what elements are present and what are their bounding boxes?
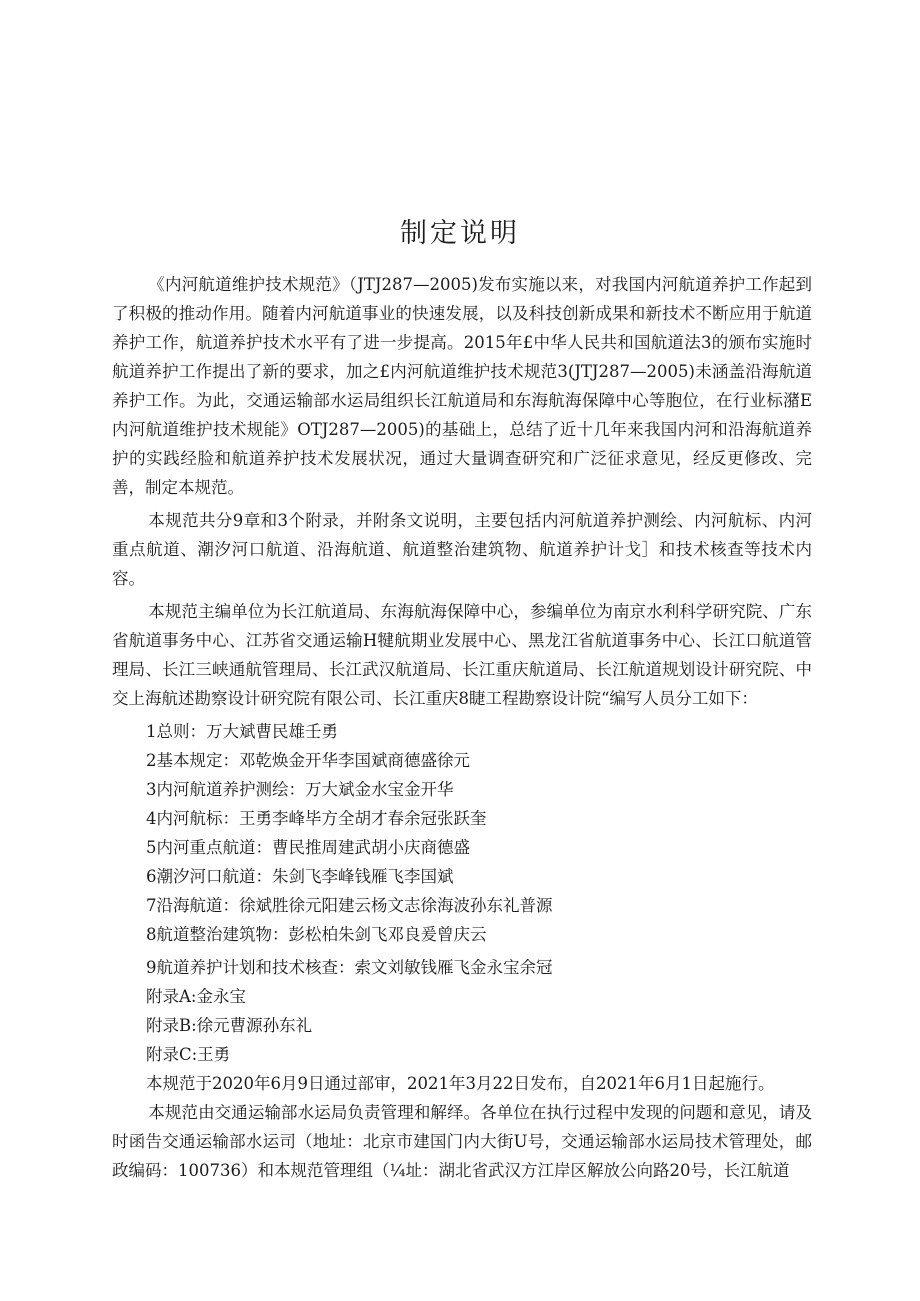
document-body xyxy=(112,270,812,1189)
page-title: 制定说明 xyxy=(400,218,520,249)
dates-line: 本规范于2020年6月9日通过部审，2021年3月22日发布，自2021年6月1日起施行。 xyxy=(146,1074,775,1093)
paragraph-intro: 《内河航道维护技术规范》（JTJ287—2005)发布实施以来，对我国内河航道养护工作起到了积极的推动作用。随着内河航道事业的快速发展，以及科技创新成果和新技术不断应用于航道养护工作，航道养护技术水平有了进一步提高。2015年£中华人民共和国航道法3的颁布实施时航道养护工作提出了新的要求，加之£内河航道维护技术规范3(JTJ287—2005)未涵盖沿海航道养护工作。为此，交通运输部水运局组织长江航道局和东海航海保障中心等胞位，在行业标潴E内河航道维护技术规能》OTJ287—2005)的基础上，总结了近十几年来我国内河和沿海航道养护的实践经脸和航道养护技术发展状况，通过大量调查研究和广泛征求意见，经反更修改、完善，制定本规范。 xyxy=(112,275,812,497)
appendix-line: 附录A:金永宝 xyxy=(146,987,246,1006)
assignment-line: 8航道整治建筑物：彭松柏朱剑飞邓良爰曾庆云 xyxy=(146,925,487,944)
appendix-line: 附录C:王勇 xyxy=(146,1045,231,1064)
assignment-line: 2基本规定：邓乾焕金开华李国斌商德盛徐元 xyxy=(146,751,470,770)
paragraph-units: 本规范主编单位为长江航道局、东海航海保障中心，参编单位为南京水利科学研究院、广东省航道事务中心、江苏省交通运输H犍航期业发展中心、黑龙江省航道事务中心、长江口航道管理局、长江三峡通航管理局、长江武汉航道局、长江重庆航道局、长江航道规划设计研究院、中交上海航述勘察设计研究院有限公司、长江重庆8睫工程勘察设计院“编写人员分工如下： xyxy=(112,602,812,708)
paragraph-closing: 本规范由交通运输部水运局负责管理和解绎。各单位在执行过程中发现的问题和意见，请及时函告交通运输部水运司（地址：北京市建国门内大街U号，交通运输部水运局技术管理处，邮政编码：100736）和本规范管理组（¼址：湖北省武汉方江岸区解放公向路20号，长江航道 xyxy=(112,1103,812,1180)
assignment-line: 3内河航道养护测绘：万大斌金水宝金开华 xyxy=(146,780,454,799)
appendix-line: 附录B:徐元曹源孙东礼 xyxy=(146,1016,313,1035)
assignment-line: 4内河航标：王勇李峰毕方全胡才春余冠张跃奎 xyxy=(146,809,487,828)
assignment-line: 6潮汐河口航道：朱剑飞李峰钱雁飞李国斌 xyxy=(146,867,454,886)
assignment-line: 5内河重点航道：曹民推周建武胡小庆商德盛 xyxy=(146,838,470,857)
assignment-line: 1总则：万大斌曹民雄壬勇 xyxy=(146,722,338,741)
assignment-line: 9航道养护计划和技术核查：索文刘敏钱雁飞金永宝余冠 xyxy=(146,958,553,977)
assignment-line: 7沿海航道：徐斌胜徐元阳建云杨文志徐海波孙东礼普源 xyxy=(146,896,553,915)
paragraph-scope: 本规范共分9章和3个附录，并附条文说明，主要包括内河航道养护测绘、内河航标、内河重点航道、潮汐河口航道、沿海航道、航道整治建筑物、航道养护计戈］和技术核查等技术内容。 xyxy=(112,511,812,588)
